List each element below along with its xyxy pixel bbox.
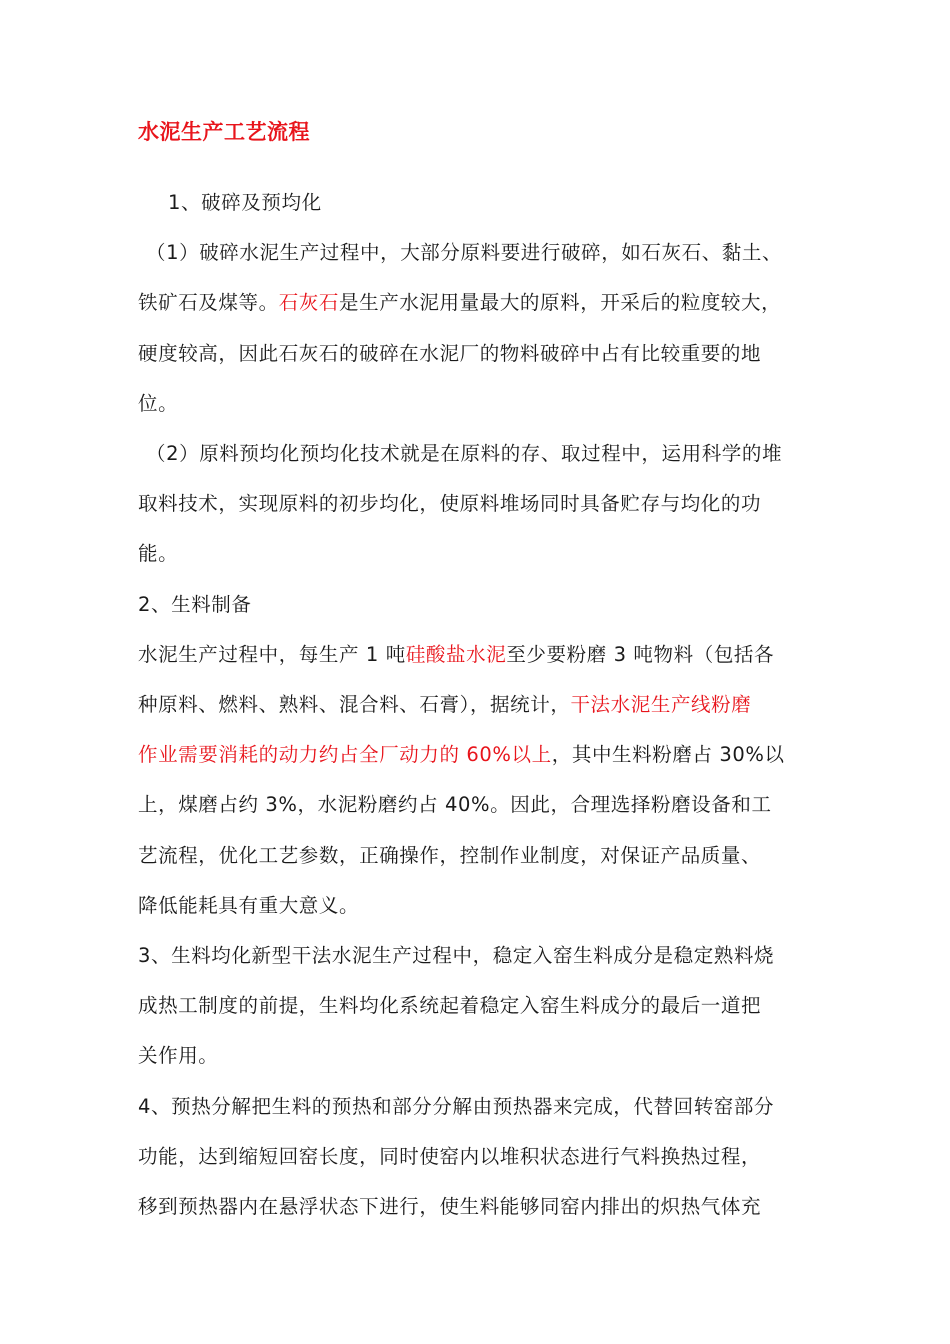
paragraph-line: （2）原料预均化预均化技术就是在原料的存、取过程中，运用科学的堆 bbox=[146, 442, 783, 466]
paragraph-line: 位。 bbox=[138, 391, 179, 415]
highlight-text: 石灰石 bbox=[278, 291, 340, 315]
document-title: 水泥生产工艺流程 bbox=[138, 120, 310, 144]
section-heading-2: 2、生料制备 bbox=[138, 592, 252, 616]
paragraph-line: 关作用。 bbox=[138, 1044, 219, 1068]
document-body bbox=[138, 178, 818, 1232]
paragraph-line: 成热工制度的前提，生料均化系统起着稳定入窑生料成分的最后一道把 bbox=[138, 994, 762, 1018]
paragraph-line: 上，煤磨占约 3%，水泥粉磨约占 40%。因此，合理选择粉磨设备和工 bbox=[138, 793, 772, 817]
section-heading-1: 1、破碎及预均化 bbox=[168, 191, 322, 214]
paragraph-line: 硬度较高，因此石灰石的破碎在水泥厂的物料破碎中占有比较重要的地 bbox=[138, 341, 762, 365]
paragraph-line: 取料技术，实现原料的初步均化，使原料堆场同时具备贮存与均化的功 bbox=[138, 492, 762, 516]
paragraph-line: 移到预热器内在悬浮状态下进行，使生料能够同窑内排出的炽热气体充 bbox=[138, 1195, 762, 1219]
section-heading-3: 3、生料均化新型干法水泥生产过程中，稳定入窑生料成分是稳定熟料烧 bbox=[138, 944, 775, 968]
paragraph-line: 铁矿石及煤等。石灰石是生产水泥用量最大的原料，开采后的粒度较大， bbox=[138, 291, 782, 315]
paragraph-line: 水泥生产过程中，每生产 1 吨硅酸盐水泥至少要粉磨 3 吨物料（包括各 bbox=[138, 642, 775, 666]
paragraph-line: 艺流程，优化工艺参数，正确操作，控制作业制度，对保证产品质量、 bbox=[138, 843, 762, 867]
highlight-text: 干法水泥生产线粉磨 bbox=[570, 693, 752, 717]
paragraph-line: 种原料、燃料、熟料、混合料、石膏），据统计，干法水泥生产线粉磨 bbox=[138, 693, 752, 717]
paragraph-line: 能。 bbox=[138, 542, 179, 566]
paragraph-line: 作业需要消耗的动力约占全厂动力的 60%以上，其中生料粉磨占 30%以 bbox=[138, 743, 785, 767]
paragraph-line: 功能，达到缩短回窑长度，同时使窑内以堆积状态进行气料换热过程， bbox=[138, 1144, 762, 1168]
section-heading-4: 4、预热分解把生料的预热和部分分解由预热器来完成，代替回转窑部分 bbox=[138, 1094, 775, 1118]
highlight-text: 作业需要消耗的动力约占全厂动力的 60%以上 bbox=[138, 743, 552, 767]
highlight-text: 硅酸盐水泥 bbox=[405, 642, 507, 666]
paragraph-line: （1）破碎水泥生产过程中，大部分原料要进行破碎，如石灰石、黏土、 bbox=[146, 241, 783, 265]
paragraph-line: 降低能耗具有重大意义。 bbox=[138, 893, 360, 917]
